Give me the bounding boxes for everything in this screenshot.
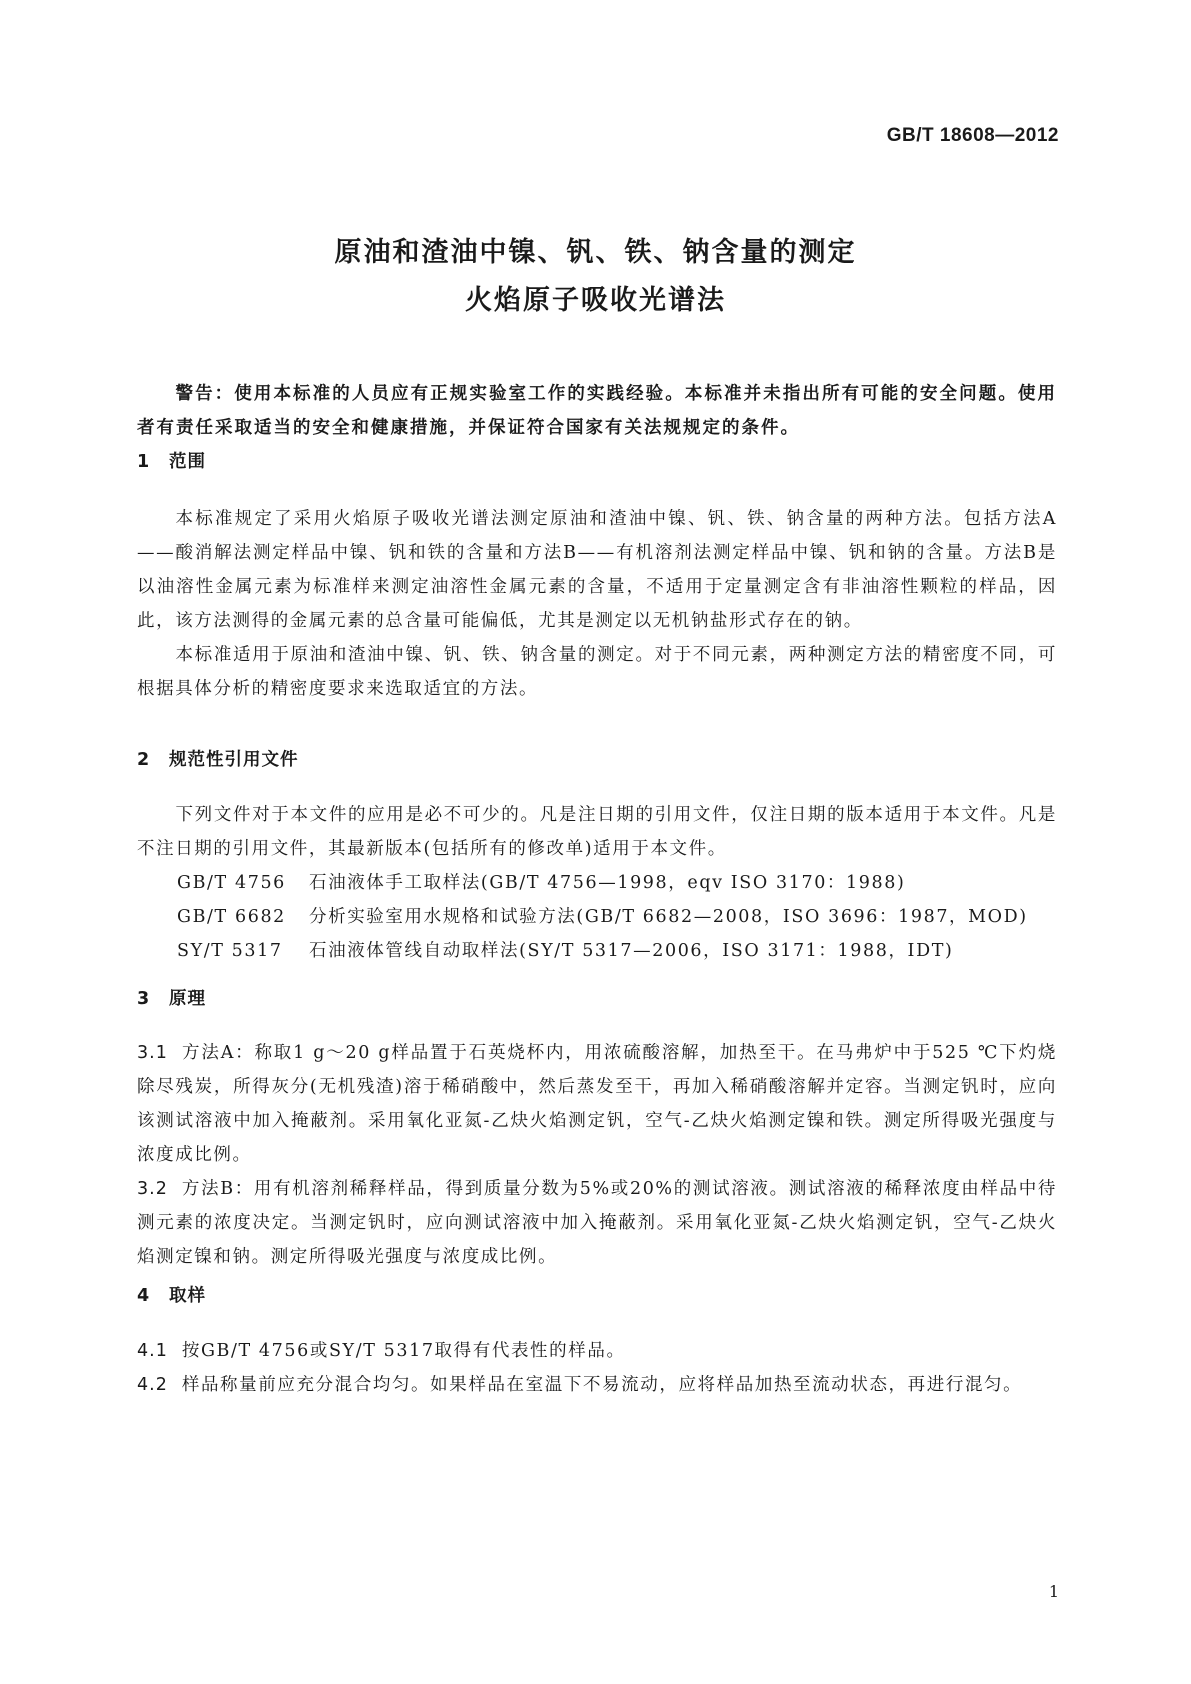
reference-row [137, 900, 1057, 934]
section-title: 取样 [169, 1286, 206, 1306]
clause-text: 方法B：用有机溶剂稀释样品，得到质量分数为5%或20%的测试溶液。测试溶液的稀释浓度由样品中待测元素的浓度决定。当测定钒时，应向测试溶液中加入掩蔽剂。采用氧化亚氮-乙炔火焰测定钒，空气-乙炔火焰测定镍和钠。测定所得吸光强度与浓度成比例。 [137, 1179, 1057, 1267]
reference-row [137, 934, 1057, 968]
section-title: 规范性引用文件 [169, 750, 299, 770]
clause-number: 3.1 [137, 1043, 168, 1063]
section-number: 2 [137, 750, 151, 770]
section-number: 3 [137, 989, 151, 1009]
clause-text: 按GB/T 4756或SY/T 5317取得有代表性的样品。 [181, 1341, 626, 1361]
section-title: 范围 [169, 452, 206, 472]
reference-row [137, 866, 1057, 900]
paragraph: 本标准适用于原油和渣油中镍、钒、铁、钠含量的测定。对于不同元素，两种测定方法的精密度不同，可根据具体分析的精密度要求来选取适宜的方法。 [137, 645, 1057, 699]
reference-code: GB/T 4756 [177, 873, 286, 893]
reference-code: GB/T 6682 [177, 907, 286, 927]
clause-number: 3.2 [137, 1179, 168, 1199]
paragraph: 下列文件对于本文件的应用是必不可少的。凡是注日期的引用文件，仅注日期的版本适用于本文件。凡是不注日期的引用文件，其最新版本(包括所有的修改单)适用于本文件。 [137, 805, 1057, 859]
section-1-heading [137, 448, 206, 473]
reference-title: 石油液体管线自动取样法(SY/T 5317—2006，ISO 3171：1988，IDT) [309, 941, 954, 961]
warning-text: 警告：使用本标准的人员应有正规实验室工作的实践经验。本标准并未指出所有可能的安全问题。使用者有责任采取适当的安全和健康措施，并保证符合国家有关法规规定的条件。 [137, 384, 1057, 438]
section-number: 1 [137, 452, 151, 472]
section-4-heading [137, 1282, 206, 1307]
reference-title: 石油液体手工取样法(GB/T 4756—1998，eqv ISO 3170：1988) [309, 873, 906, 893]
section-1-body [137, 502, 1057, 706]
clause-number: 4.1 [137, 1341, 168, 1361]
section-2-body [137, 798, 1057, 968]
paragraph: 本标准规定了采用火焰原子吸收光谱法测定原油和渣油中镍、钒、铁、钠含量的两种方法。包括方法A——酸消解法测定样品中镍、钒和铁的含量和方法B——有机溶剂法测定样品中镍、钒和钠的含量。方法B是以油溶性金属元素为标准样来测定油溶性金属元素的含量，不适用于定量测定含有非油溶性颗粒的样品，因此，该方法测得的金属元素的总含量可能偏低，尤其是测定以无机钠盐形式存在的钠。 [137, 509, 1057, 631]
clause-3-2 [137, 1172, 1057, 1274]
clause-text: 样品称量前应充分混合均匀。如果样品在室温下不易流动，应将样品加热至流动状态，再进行混匀。 [181, 1375, 1023, 1395]
clause-text: 方法A：称取1 g～20 g样品置于石英烧杯内，用浓硫酸溶解，加热至干。在马弗炉中于525 ℃下灼烧除尽残炭，所得灰分(无机残渣)溶于稀硝酸中，然后蒸发至干，再加入稀硝酸溶解并定容。当测定钒时，应向该测试溶液中加入掩蔽剂。采用氧化亚氮-乙炔火焰测定钒，空气-乙炔火焰测定镍和铁。测定所得吸光强度与浓度成比例。 [137, 1043, 1057, 1165]
warning-paragraph [137, 377, 1057, 445]
section-3-body [137, 1036, 1057, 1274]
standard-code: GB/T 18608—2012 [886, 125, 1059, 146]
section-3-heading [137, 985, 206, 1010]
clause-number: 4.2 [137, 1375, 168, 1395]
section-4-body [137, 1334, 1057, 1402]
clause-4-2 [137, 1368, 1057, 1402]
section-2-heading [137, 746, 299, 771]
document-title-line1: 原油和渣油中镍、钒、铁、钠含量的测定 [334, 237, 857, 268]
page-number: 1 [1048, 1582, 1059, 1601]
section-number: 4 [137, 1286, 151, 1306]
reference-title: 分析实验室用水规格和试验方法(GB/T 6682—2008，ISO 3696：1987，MOD) [309, 907, 1028, 927]
clause-3-1 [137, 1036, 1057, 1172]
reference-code: SY/T 5317 [177, 941, 283, 961]
clause-4-1 [137, 1334, 1057, 1368]
section-title: 原理 [169, 989, 206, 1009]
document-title-line2: 火焰原子吸收光谱法 [465, 285, 726, 316]
